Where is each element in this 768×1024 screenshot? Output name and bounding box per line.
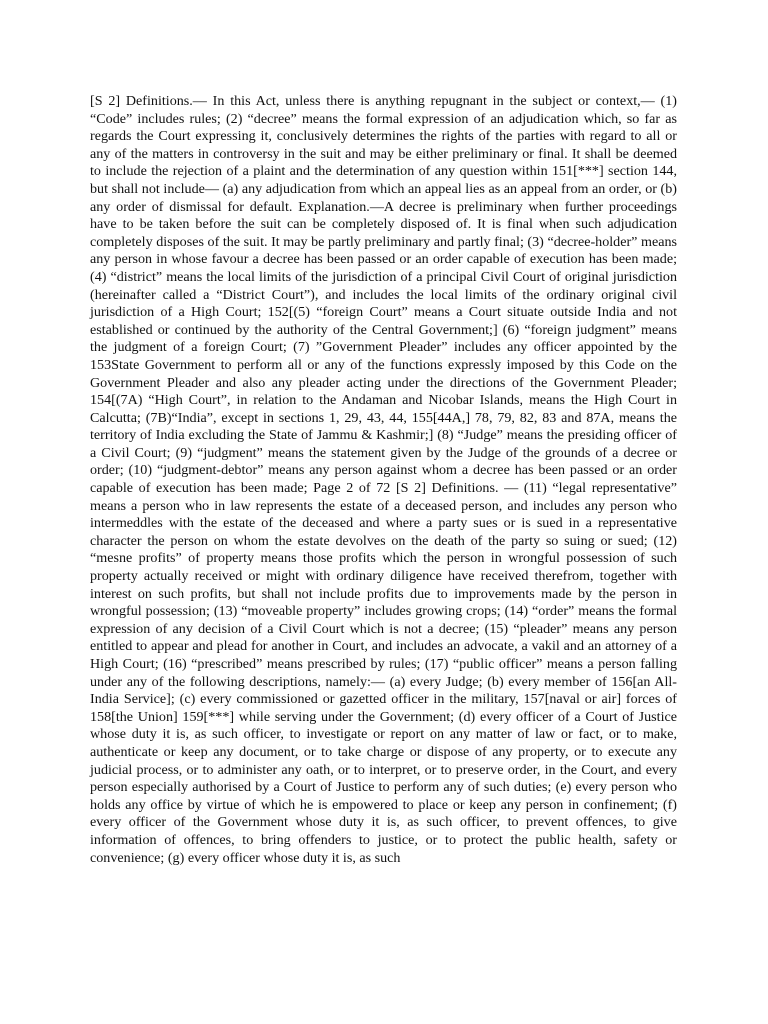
body-text: [S 2] Definitions.— In this Act, unless there is anything repugnant in the subject or context,— (1) “Code” includes rules; (2) “decree” means the formal expression of an adjudication which, so far as regards the Court expressing it, conclusively determines the rights of the parties with regard to all or any of the matters in controversy in the suit and may be either preliminary or final. It shall be deemed to include the rejection of a plaint and the determination of any question within 151[***] section 144, but shall not include— (a) any adjudication from which an appeal lies as an appeal from an order, or (b) any order of dismissal for default. Explanation.—A decree is preliminary when further proceedings have to be taken before the suit can be completely disposed of. It is final when such adjudication completely disposes of the suit. It may be partly preliminary and partly final; (3) “decree-holder” means any person in whose favour a decree has been passed or an order capable of execution has been made; (4) “district” means the local limits of the jurisdiction of a principal Civil Court of original jurisdiction (hereinafter called a “District Court”), and includes the local limits of the ordinary original civil jurisdiction of a High Court; 152[(5) “foreign Court” means a Court situate outside India and not established or continued by the authority of the Central Government;] (6) “foreign judgment” means the judgment of a foreign Court; (7) ”Government Pleader” includes any officer appointed by the 153State Government to perform all or any of the functions expressly imposed by this Code on the Government Pleader and also any pleader acting under the directions of the Government Pleader; 154[(7A) “High Court”, in relation to the Andaman and Nicobar Islands, means the High Court in Calcutta; (7B)“India”, except in sections 1, 29, 43, 44, 155[44A,] 78, 79, 82, 83 and 87A, means the territory of India excluding the State of Jammu & Kashmir;] (8) “Judge” means the presiding officer of a Civil Court; (9) “judgment” means the statement given by the Judge of the grounds of a decree or order; (10) “judgment-debtor” means any person against whom a decree has been passed or an order capable of execution has been made; Page 2 of 72 [S 2] Definitions. — (11) “legal representative” means a person who in law represents the estate of a deceased person, and includes any person who intermeddles with the estate of the deceased and where a party sues or is sued in a representative character the person on whom the estate devolves on the death of the party so suing or sued; (12) “mesne profits” of property means those profits which the person in wrongful possession of such property actually received or might with ordinary diligence have received therefrom, together with interest on such profits, but shall not include profits due to improvements made by the person in wrongful possession; (13) “moveable property” includes growing crops; (14) “order” means the formal expression of any decision of a Civil Court which is not a decree; (15) “pleader” means any person entitled to appear and plead for another in Court, and includes an advocate, a vakil and an attorney of a High Court; (16) “prescribed” means prescribed by rules; (17) “public officer” means a person falling under any of the following descriptions, namely:— (a) every Judge; (b) every member of 156[an All-India Service]; (c) every commissioned or gazetted officer in the military, 157[naval or air] forces of 158[the Union] 159[***] while serving under the Government; (d) every officer of a Court of Justice whose duty it is, as such officer, to investigate or report on any matter of law or fact, or to make, authenticate or keep any document, or to take charge or dispose of any property, or to execute any judicial process, or to administer any oath, or to interpret, or to preserve order, in the Court, and every person especially authorised by a Court of Justice to perform any of such duties; (e) every person who holds any office by virtue of which he is empowered to place or keep any person in confinement; (f) every officer of the Government whose duty it is, as such officer, to prevent offences, to give information of offences, to bring offenders to justice, or to protect the public health, safety or convenience; (g) every officer whose duty it is, as such (90, 93, 677, 866)
